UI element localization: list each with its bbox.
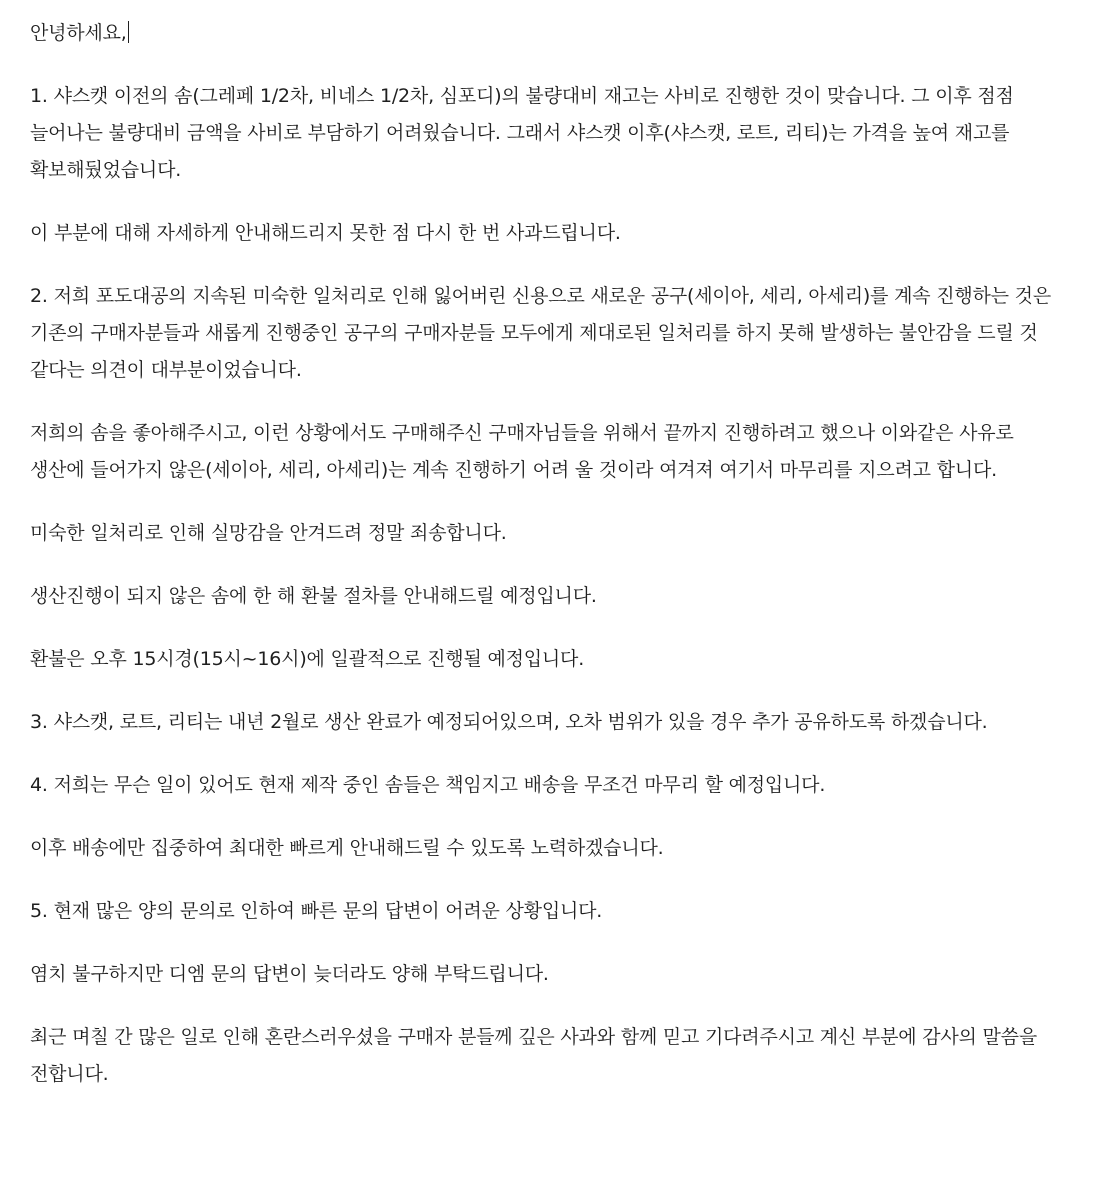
paragraph-7[interactable]: 환불은 오후 15시경(15시~16시)에 일괄적으로 진행될 예정입니다. [30,648,585,670]
paragraph-8[interactable]: 3. 샤스캣, 로트, 리티는 내년 2월로 생산 완료가 예정되어있으며, 오차 범위가 있을 경우 추가 공유하도록 하겠습니다. [30,711,988,733]
paragraph-5[interactable]: 미숙한 일처리로 인해 실망감을 안겨드려 정말 죄송합니다. [30,522,507,544]
paragraph-4[interactable]: 저희의 솜을 좋아해주시고, 이런 상황에서도 구매해주신 구매자님들을 위해서 끝까지 진행하려고 했으나 이와같은 사유로 생산에 들어가지 않은(세이아, 세리, 아세리)는 계속 진행하기 어려 울 것이라 여겨져 여기서 마무리를 지으려고 합니다. [30,422,1014,481]
paragraph-2[interactable]: 이 부분에 대해 자세하게 안내해드리지 못한 점 다시 한 번 사과드립니다. [30,222,621,244]
paragraph-3[interactable]: 2. 저희 포도대공의 지속된 미숙한 일처리로 인해 잃어버린 신용으로 새로운 공구(세이아, 세리, 아세리)를 계속 진행하는 것은 기존의 구매자분들과 새롭게 진행중인 공구의 구매자분들 모두에게 제대로된 일처리를 하지 못해 발생하는 불안감을 드릴 것 같다는 의견이 대부분이었습니다. [30,285,1051,381]
paragraph-1[interactable]: 1. 샤스캣 이전의 솜(그레페 1/2차, 비네스 1/2차, 심포디)의 불량대비 재고는 사비로 진행한 것이 맞습니다. 그 이후 점점 늘어나는 불량대비 금액을 사비로 부담하기 어려웠습니다. 그래서 샤스캣 이후(샤스캣, 로트, 리티)는 가격을 높여 재고를 확보해뒀었습니다. [30,85,1014,181]
paragraph-13[interactable]: 최근 며칠 간 많은 일로 인해 혼란스러우셨을 구매자 분들께 깊은 사과와 함께 믿고 기다려주시고 계신 부분에 감사의 말씀을 전합니다. [30,1026,1037,1085]
paragraph-6[interactable]: 생산진행이 되지 않은 솜에 한 해 환불 절차를 안내해드릴 예정입니다. [30,585,597,607]
paragraph-9[interactable]: 4. 저희는 무슨 일이 있어도 현재 제작 중인 솜들은 책임지고 배송을 무조건 마무리 할 예정입니다. [30,774,826,796]
greeting-text: 안녕하세요, [30,22,127,44]
greeting-paragraph[interactable] [30,15,1063,52]
text-cursor [128,21,129,43]
paragraph-12[interactable]: 염치 불구하지만 디엠 문의 답변이 늦더라도 양해 부탁드립니다. [30,963,549,985]
paragraph-11[interactable]: 5. 현재 많은 양의 문의로 인하여 빠른 문의 답변이 어려운 상황입니다. [30,900,603,922]
paragraph-10[interactable]: 이후 배송에만 집중하여 최대한 빠르게 안내해드릴 수 있도록 노력하겠습니다. [30,837,664,859]
